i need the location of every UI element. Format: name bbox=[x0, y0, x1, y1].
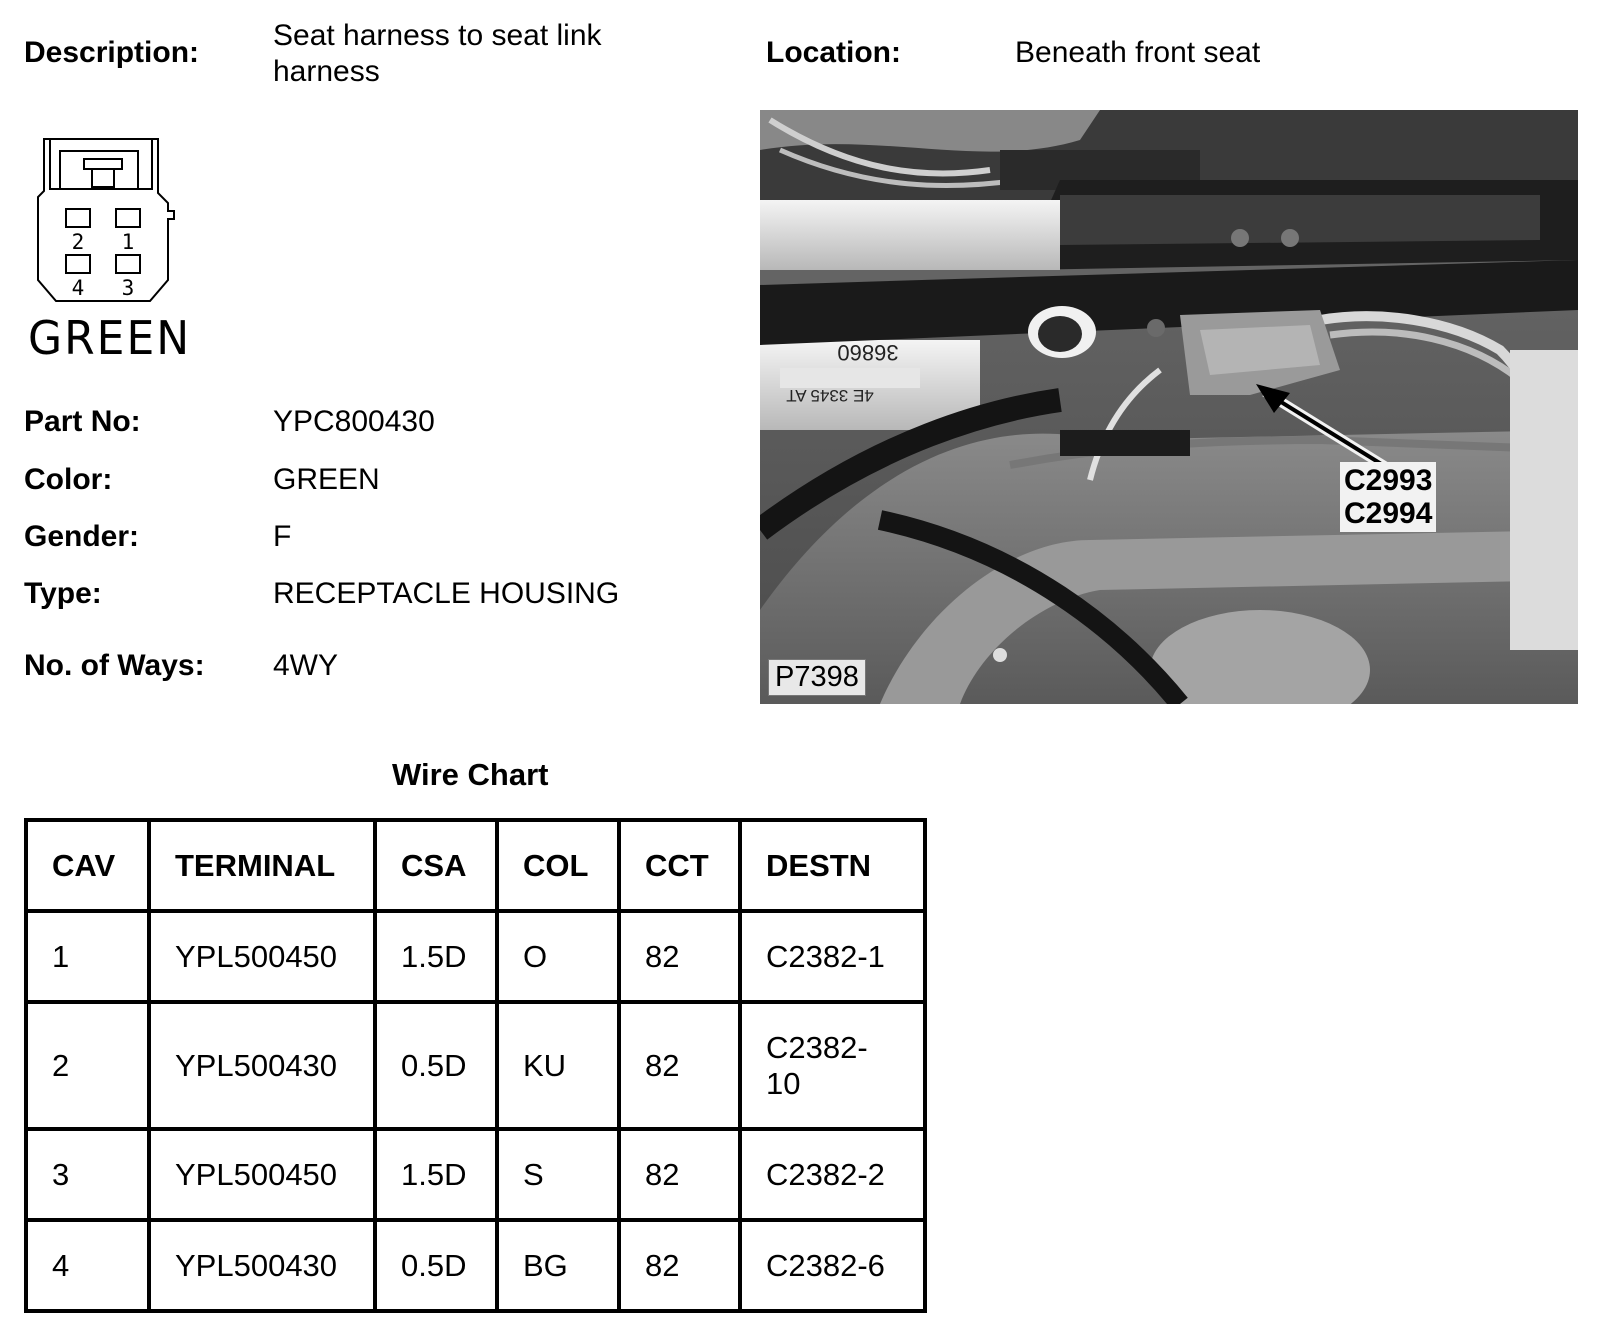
wire-chart-title: Wire Chart bbox=[392, 757, 549, 792]
table-row bbox=[26, 1129, 925, 1220]
callout-c2993: C2993 bbox=[1344, 464, 1433, 497]
pin-1-label: 1 bbox=[121, 230, 135, 254]
pin-4-label: 4 bbox=[71, 276, 85, 300]
cell-col: O bbox=[497, 911, 619, 1002]
cell-csa: 0.5D bbox=[375, 1002, 497, 1129]
cell-cav: 1 bbox=[26, 911, 149, 1002]
connector-color-label: GREEN bbox=[28, 312, 192, 366]
pin-2-cavity bbox=[66, 209, 90, 227]
cell-col: S bbox=[497, 1129, 619, 1220]
cell-csa: 0.5D bbox=[375, 1220, 497, 1311]
latch-outer bbox=[50, 139, 152, 189]
type-value: RECEPTACLE HOUSING bbox=[273, 577, 620, 610]
ways-label: No. of Ways: bbox=[24, 649, 205, 682]
location-photo bbox=[760, 110, 1578, 704]
header-destn: DESTN bbox=[740, 820, 925, 911]
cell-terminal: YPL500430 bbox=[149, 1002, 375, 1129]
cell-col: BG bbox=[497, 1220, 619, 1311]
connector-pinout-diagram bbox=[28, 135, 188, 310]
latch-cap bbox=[84, 159, 122, 169]
cell-destn: C2382-1 bbox=[740, 911, 925, 1002]
table-row bbox=[26, 1220, 925, 1311]
description-label: Description: bbox=[24, 36, 200, 69]
pin-3-label: 3 bbox=[121, 276, 135, 300]
pin-2-label: 2 bbox=[71, 230, 85, 254]
cell-col: KU bbox=[497, 1002, 619, 1129]
location-value: Beneath front seat bbox=[1015, 36, 1261, 69]
pin-3-cavity bbox=[116, 255, 140, 273]
table-row bbox=[26, 1002, 925, 1129]
header-col: COL bbox=[497, 820, 619, 911]
connector-outline bbox=[38, 139, 174, 301]
color-value: GREEN bbox=[273, 463, 380, 496]
photo-callout bbox=[1340, 462, 1436, 532]
cell-csa: 1.5D bbox=[375, 911, 497, 1002]
description-value: Seat harness to seat link harness bbox=[273, 19, 602, 88]
type-label: Type: bbox=[24, 577, 102, 610]
latch-stem bbox=[92, 169, 114, 187]
cell-cct: 82 bbox=[619, 1002, 740, 1129]
cell-destn: C2382-10 bbox=[740, 1002, 925, 1129]
location-label: Location: bbox=[766, 36, 901, 69]
callout-c2994: C2994 bbox=[1344, 497, 1433, 530]
cell-csa: 1.5D bbox=[375, 1129, 497, 1220]
photo-reference: P7398 bbox=[768, 659, 866, 696]
color-label: Color: bbox=[24, 463, 113, 496]
table-header-row bbox=[26, 820, 925, 911]
header-csa: CSA bbox=[375, 820, 497, 911]
gender-value: F bbox=[273, 520, 292, 553]
header-cct: CCT bbox=[619, 820, 740, 911]
cell-cav: 4 bbox=[26, 1220, 149, 1311]
pin-4-cavity bbox=[66, 255, 90, 273]
gender-label: Gender: bbox=[24, 520, 140, 553]
cell-cct: 82 bbox=[619, 911, 740, 1002]
cell-destn: C2382-6 bbox=[740, 1220, 925, 1311]
table-row bbox=[26, 911, 925, 1002]
pin-1-cavity bbox=[116, 209, 140, 227]
cell-cav: 2 bbox=[26, 1002, 149, 1129]
cell-cct: 82 bbox=[619, 1129, 740, 1220]
cell-terminal: YPL500450 bbox=[149, 911, 375, 1002]
cell-cav: 3 bbox=[26, 1129, 149, 1220]
header-terminal: TERMINAL bbox=[149, 820, 375, 911]
photo-part-code: 4E 3345 AT bbox=[786, 386, 874, 405]
ways-value: 4WY bbox=[273, 649, 339, 682]
cell-terminal: YPL500430 bbox=[149, 1220, 375, 1311]
part-no-label: Part No: bbox=[24, 405, 141, 438]
photo-part-number: 36860 bbox=[837, 340, 899, 365]
part-no-value: YPC800430 bbox=[273, 405, 435, 438]
header-cav: CAV bbox=[26, 820, 149, 911]
wire-chart-table bbox=[24, 818, 927, 1313]
cell-terminal: YPL500450 bbox=[149, 1129, 375, 1220]
cell-destn: C2382-2 bbox=[740, 1129, 925, 1220]
cell-cct: 82 bbox=[619, 1220, 740, 1311]
